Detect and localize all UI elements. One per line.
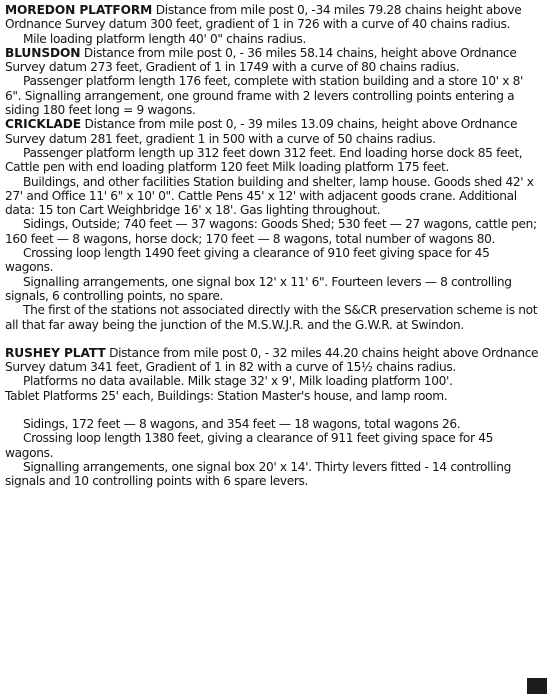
scan-corner-mark [527, 678, 547, 694]
station-name: RUSHEY PLATT [5, 345, 106, 360]
paragraph: Crossing loop length 1380 feet, giving a clearance of 911 feet giving space for 45 wagons. [5, 431, 494, 460]
paragraph: Platforms no data available. Milk stage 32' x 9', Milk loading platform 100'. [23, 374, 453, 389]
paragraph: Buildings, and other facilities Station building and shelter, lamp house. Goods shed 42' x 27' and Office 11' 6" x 10' 0". Cattle Pens 45' x 12' with adjacent goods crane. Additional data: 15 ton Cart Weighbridge 16' x 18'. Gas lighting throughout. [5, 174, 534, 218]
station-name: MOREDON PLATFORM [5, 3, 153, 17]
paragraph: Mile loading platform length 40' 0" chains radius. [23, 31, 307, 46]
paragraph: Crossing loop length 1490 feet giving a clearance of 910 feet giving space for 45 wagons. [5, 246, 490, 275]
station-intro [5, 46, 539, 75]
paragraph-text: Distance from mile post 0, - 32 miles 44.20 chains height above Ordnance Survey datum 341 feet, Gradient of 1 in 82 with a curve of 15½ chains radius. [5, 345, 539, 375]
paragraph: Passenger platform length up 312 feet down 312 feet. End loading horse dock 85 feet, Cattle pen with end loading platform 120 feet Milk loading platform 175 feet. [5, 145, 523, 175]
station-entry-cricklade [5, 117, 539, 331]
paragraph: Tablet Platforms 25' each, Buildings: Station Master's house, and lamp room. [5, 388, 448, 403]
paragraph-text: Distance from mile post 0, - 39 miles 13.09 chains, height above Ordnance Survey datum 281 feet, gradient 1 in 500 with a curve of 50 chains radius. [5, 117, 518, 146]
station-entry-blunsdon [5, 46, 539, 117]
station-intro [5, 117, 539, 146]
paragraph: The first of the stations not associated directly with the S&CR preservation scheme is not all that far away being the junction of the M.S.W.J.R. and the G.W.R. at Swindon. [5, 303, 538, 332]
station-entry-rushey-platt [5, 346, 539, 489]
paragraph: Signalling arrangements, one signal box 12' x 11' 6". Fourteen levers — 8 controlling signals, 6 controlling points, no spare. [5, 274, 512, 303]
paragraph-text: Distance from mile post 0, -34 miles 79.28 chains height above Ordnance Survey datum 300 feet, gradient of 1 in 726 with a curve of 40 chains radius. [5, 3, 522, 32]
paragraph-text: Distance from mile post 0, - 36 miles 58.14 chains, height above Ordnance Survey datum 273 feet, Gradient of 1 in 1749 with a curve of 80 chains radius. [5, 45, 517, 75]
paragraph: Passenger platform length 176 feet, complete with station building and a store 10' x 8' 6". Signalling arrangement, one ground frame with 2 levers controlling points entering a siding 180 feet long = 9 wagons. [5, 74, 523, 118]
station-entry-moredon [5, 3, 539, 46]
station-name: CRICKLADE [5, 117, 81, 132]
station-intro [5, 3, 539, 32]
station-name: BLUNSDON [5, 45, 81, 60]
paragraph: Sidings, 172 feet — 8 wagons, and 354 feet — 18 wagons, total wagons 26. [23, 417, 461, 432]
paragraph: Sidings, Outside; 740 feet — 37 wagons: Goods Shed; 530 feet — 27 wagons, cattle pen; 160 feet — 8 wagons, horse dock; 170 feet — 8 wagons, total number of wagons 80. [5, 217, 537, 246]
station-intro [5, 346, 539, 375]
paragraph: Signalling arrangements, one signal box 20' x 14'. Thirty levers fitted - 14 controlling signals and 10 controlling points with 6 spare levers. [5, 459, 511, 489]
